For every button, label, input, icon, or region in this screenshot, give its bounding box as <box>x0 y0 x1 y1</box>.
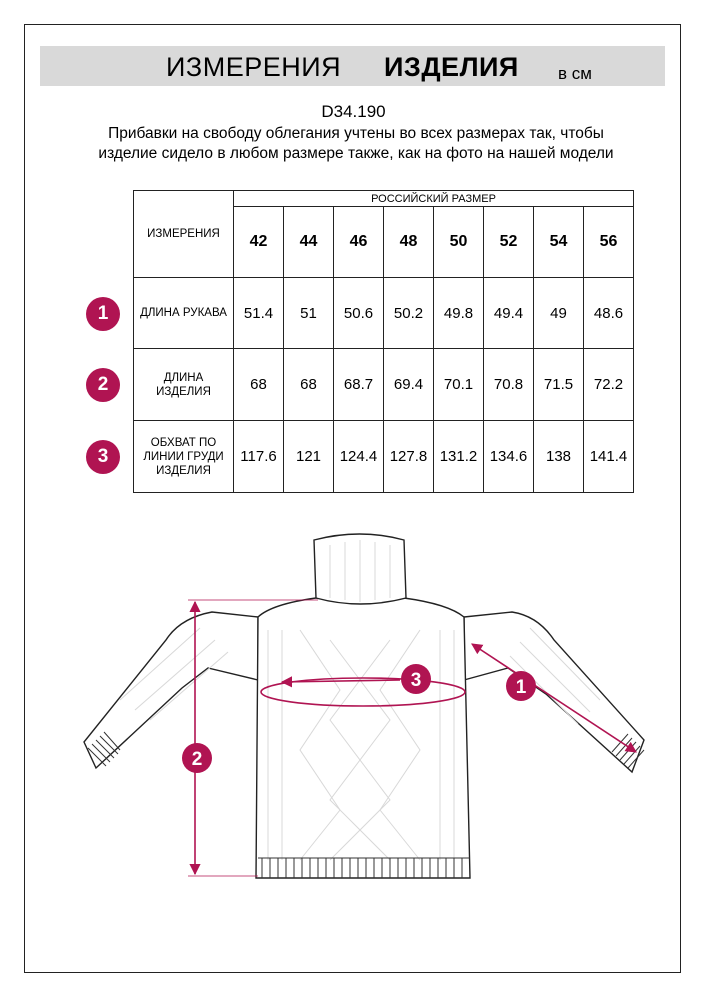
value-cell: 68.7 <box>334 349 384 421</box>
row-number-badge-1: 1 <box>86 297 120 331</box>
size-cell: 56 <box>584 207 634 278</box>
value-cell: 69.4 <box>384 349 434 421</box>
size-cell: 52 <box>484 207 534 278</box>
product-code: D34.190 <box>321 102 386 121</box>
value-cell: 68 <box>284 349 334 421</box>
size-cell: 44 <box>284 207 334 278</box>
title-measurements: ИЗМЕРЕНИЯ <box>166 52 342 82</box>
size-cell: 50 <box>434 207 484 278</box>
value-cell: 124.4 <box>334 421 384 493</box>
value-cell: 49 <box>534 278 584 349</box>
value-cell: 50.6 <box>334 278 384 349</box>
size-cell: 48 <box>384 207 434 278</box>
fit-note: Прибавки на свободу облегания учтены во всех размерах так, чтобы изделие сидело в любом размере также, как на фото на нашей модели <box>98 125 614 162</box>
value-cell: 138 <box>534 421 584 493</box>
sleeve-marker-label: 1 <box>515 677 527 698</box>
value-cell: 70.8 <box>484 349 534 421</box>
row-number-badge-2: 2 <box>86 368 120 402</box>
value-cell: 49.8 <box>434 278 484 349</box>
length-marker-label: 2 <box>191 749 203 770</box>
value-cell: 49.4 <box>484 278 534 349</box>
row-number-badge-3: 3 <box>86 440 120 474</box>
value-cell: 131.2 <box>434 421 484 493</box>
value-cell: 51.4 <box>234 278 284 349</box>
size-cell: 54 <box>534 207 584 278</box>
value-cell: 117.6 <box>234 421 284 493</box>
value-cell: 72.2 <box>584 349 634 421</box>
value-cell: 48.6 <box>584 278 634 349</box>
size-cell: 42 <box>234 207 284 278</box>
title-product: ИЗДЕЛИЯ <box>384 52 519 82</box>
value-cell: 134.6 <box>484 421 534 493</box>
row-label: ОБХВАТ ПО ЛИНИИ ГРУДИ ИЗДЕЛИЯ <box>134 421 234 493</box>
value-cell: 51 <box>284 278 334 349</box>
measure-header: ИЗМЕРЕНИЯ <box>134 191 234 278</box>
title-unit: в см <box>558 64 592 83</box>
value-cell: 68 <box>234 349 284 421</box>
chest-marker-label: 3 <box>410 670 422 691</box>
value-cell: 71.5 <box>534 349 584 421</box>
row-label: ДЛИНА ИЗДЕЛИЯ <box>134 349 234 421</box>
size-header: РОССИЙСКИЙ РАЗМЕР <box>234 191 634 207</box>
row-label: ДЛИНА РУКАВА <box>134 278 234 349</box>
value-cell: 141.4 <box>584 421 634 493</box>
value-cell: 50.2 <box>384 278 434 349</box>
value-cell: 70.1 <box>434 349 484 421</box>
value-cell: 121 <box>284 421 334 493</box>
value-cell: 127.8 <box>384 421 434 493</box>
size-cell: 46 <box>334 207 384 278</box>
